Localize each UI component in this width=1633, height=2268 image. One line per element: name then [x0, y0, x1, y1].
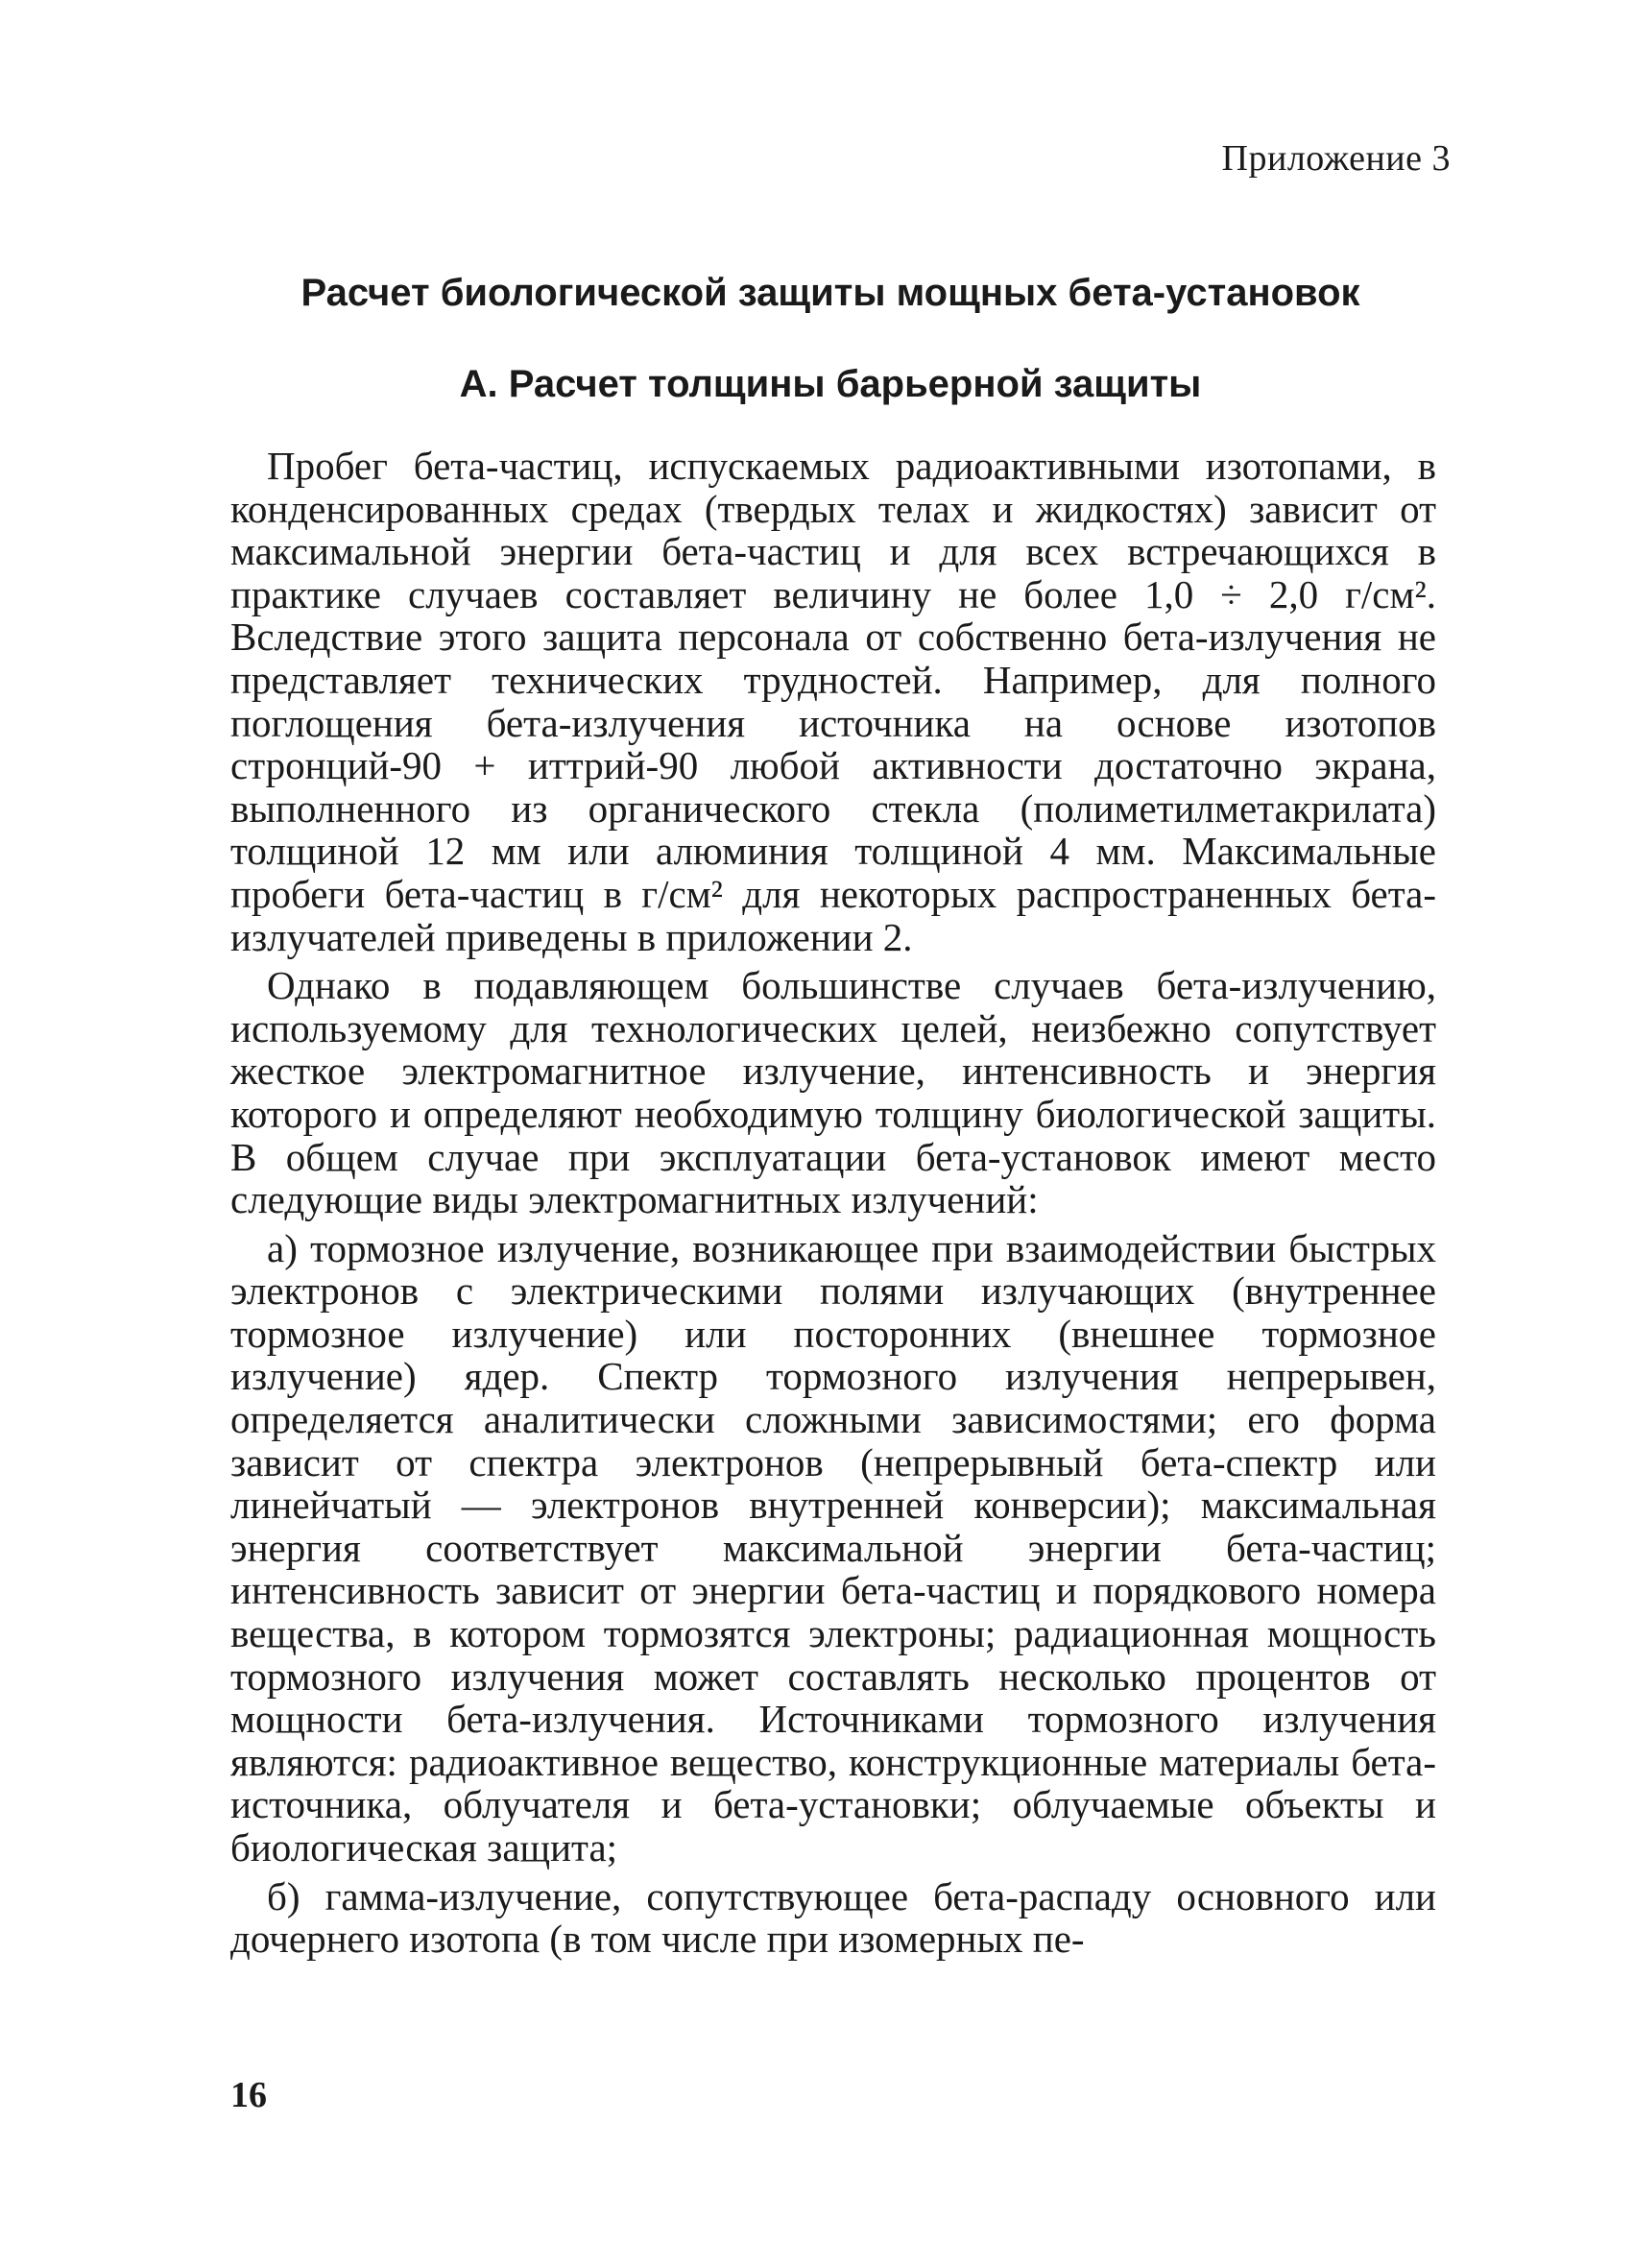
list-item-gamma-radiation: б) гамма-излучение, сопутствующее бета-распаду основного или дочернего изотопа (в том числе при изомерных пе-	[230, 1873, 1436, 1962]
page-title: Расчет биологической защиты мощных бета-установок	[300, 272, 1360, 314]
page-number: 16	[230, 2075, 267, 2115]
list-item-bremsstrahlung: а) тормозное излучение, возникающее при взаимодействии быстрых электронов с электрическими полями излучающих (внутреннее тормозное излучение) или посторонних (внешнее тормозное излучение) ядер. Спектр тормозного излучения непрерывен, определяется аналитически сложными зависимостями; его форма зависит от спектра электронов (непрерывный бета-спектр или линейчатый — электронов внутренней конверсии); максимальная энергия соответствует максимальной энергии бета-частиц; интенсивность зависит от энергии бета-частиц и порядкового номера вещества, в котором тормозятся электроны; радиационная мощность тормозного излучения может составлять несколько процентов от мощности бета-излучения. Источниками тормозного излучения являются: радиоактивное вещество, конструкционные материалы бета-источника, облучателя и бета-установки; облучаемые объекты и биологическая защита;	[230, 1225, 1436, 1870]
appendix-label: Приложение 3	[1221, 138, 1451, 179]
body-text	[230, 445, 1436, 1961]
section-title: А. Расчет толщины барьерной защиты	[459, 363, 1202, 405]
paragraph-beta-range: Пробег бета-частиц, испускаемых радиоактивными изотопами, в конденсированных средах (твердых телах и жидкостях) зависит от максимальной энергии бета-частиц и для всех встречающихся в практике случаев составляет величину не более 1,0 ÷ 2,0 г/см². Вследствие этого защита персонала от собственно бета-излучения не представляет технических трудностей. Например, для полного поглощения бета-излучения источника на основе изотопов стронций-90 + иттрий-90 любой активности достаточно экрана, выполненного из органического стекла (полиметилметакрилата) толщиной 12 мм или алюминия толщиной 4 мм. Максимальные пробеги бета-частиц в г/см² для некоторых распространенных бета-излучателей приведены в приложении 2.	[230, 444, 1436, 959]
paragraph-electromagnetic-radiation: Однако в подавляющем большинстве случаев бета-излучению, используемому для технологических целей, неизбежно сопутствует жесткое электромагнитное излучение, интенсивность и энергия которого и определяют необходимую толщину биологической защиты. В общем случае при эксплуатации бета-установок имеют место следующие виды электромагнитных излучений:	[230, 963, 1436, 1222]
